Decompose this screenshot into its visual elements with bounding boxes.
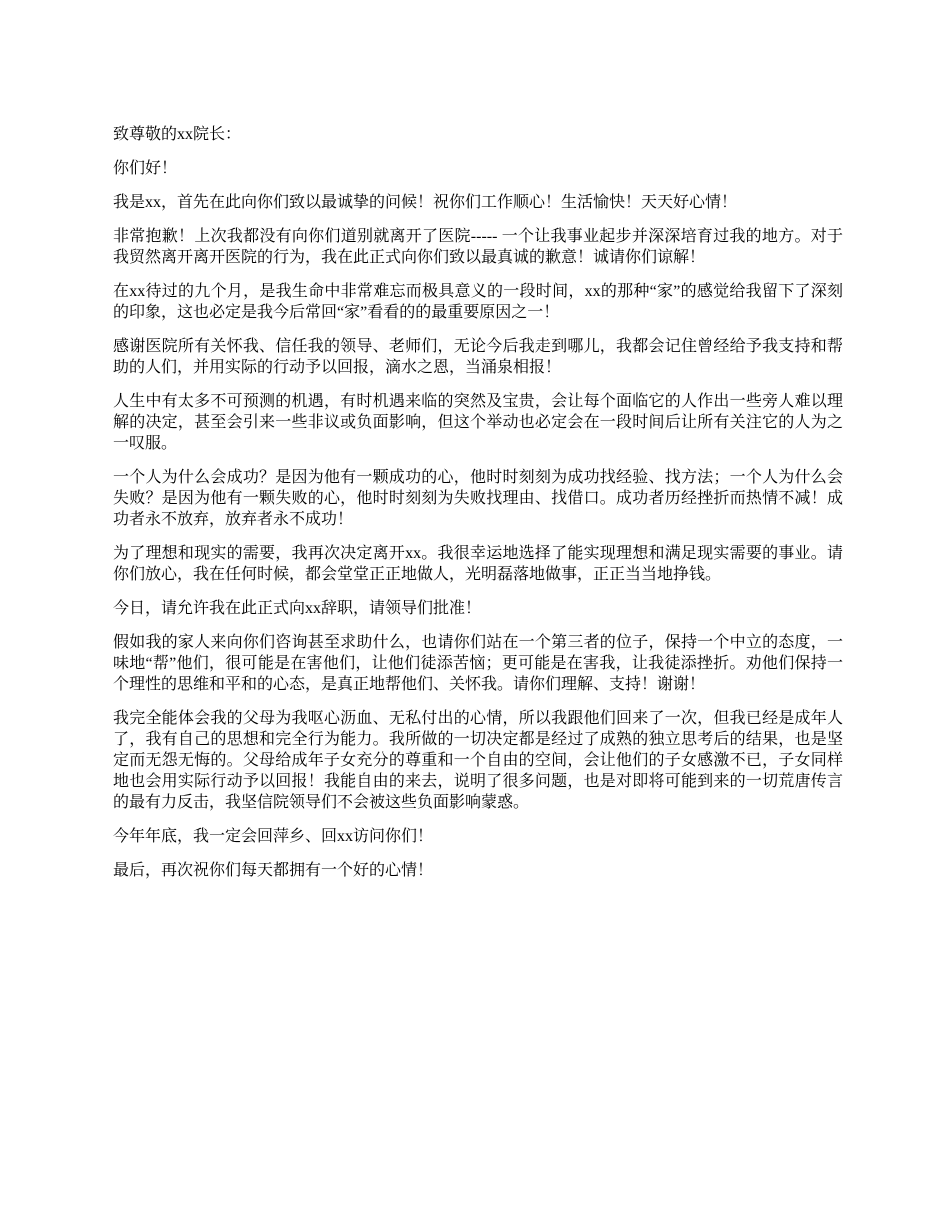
letter-paragraph-greeting: 你们好！ [113,160,178,177]
letter-paragraph-introduction: 我是xx，首先在此向你们致以最诚挚的问候！祝你们工作顺心！生活愉快！天天好心情！ [113,194,738,211]
letter-paragraph-opportunity: 人生中有太多不可预测的机遇，有时机遇来临的突然及宝贵，会让每个面临它的人作出一些旁人难以理解的决定，甚至会引来一些非议或负面影响，但这个举动也必定会在一段时间后让所有关注它的人为之一叹服。 [113,393,843,452]
letter-paragraph-gratitude: 感谢医院所有关怀我、信任我的领导、老师们，无论今后我走到哪儿，我都会记住曾经给予我支持和帮助的人们，并用实际的行动予以回报，滴水之恩，当涌泉相报！ [113,338,843,376]
letter-paragraph-closing: 最后，再次祝你们每天都拥有一个好的心情！ [113,862,434,879]
resignation-letter [113,124,843,894]
letter-paragraph-decision: 为了理想和现实的需要，我再次决定离开xx。我很幸运地选择了能实现理想和满足现实需要的事业。请你们放心，我在任何时候，都会堂堂正正地做人，光明磊落地做事，正正当当地挣钱。 [113,545,843,583]
letter-paragraph-success: 一个人为什么会成功？是因为他有一颗成功的心，他时时刻刻为成功找经验、找方法；一个人为什么会失败？是因为他有一颗失败的心，他时时刻刻为失败找理由、找借口。成功者历经挫折而热情不减！成功者永不放弃，放弃者永不成功！ [113,469,843,528]
letter-paragraph-family: 假如我的家人来向你们咨询甚至求助什么，也请你们站在一个第三者的位子，保持一个中立的态度，一味地“帮”他们，很可能是在害他们，让他们徒添苦恼；更可能是在害我，让我徒添挫折。劝他们保持一个理性的思维和平和的心态，是真正地帮他们、关怀我。请你们理解、支持！谢谢！ [113,634,843,693]
letter-salutation: 致尊敬的xx院长： [113,126,242,143]
letter-paragraph-parents: 我完全能体会我的父母为我呕心沥血、无私付出的心情，所以我跟他们回来了一次，但我已经是成年人了，我有自己的思想和完全行为能力。我所做的一切决定都是经过了成熟的独立思考后的结果，也是坚定而无怨无悔的。父母给成年子女充分的尊重和一个自由的空间，会让他们的子女感激不已，子女同样地也会用实际行动予以回报！我能自由的来去，说明了很多问题，也是对即将可能到来的一切荒唐传言的最有力反击，我坚信院领导们不会被这些负面影响蒙惑。 [113,710,843,811]
letter-paragraph-resignation: 今日，请允许我在此正式向xx辞职，请领导们批准！ [113,600,482,617]
letter-paragraph-apology: 非常抱歉！上次我都没有向你们道别就离开了医院----- 一个让我事业起步并深深培育过我的地方。对于我贸然离开离开医院的行为，我在此正式向你们致以最真诚的歉意！诚请你们谅解！ [113,228,843,266]
letter-paragraph-visit: 今年年底，我一定会回萍乡、回xx访问你们！ [113,828,434,845]
letter-paragraph-memories: 在xx待过的九个月，是我生命中非常难忘而极具意义的一段时间，xx的那种“家”的感觉给我留下了深刻的印象，这也必定是我今后常回“家”看看的的最重要原因之一！ [113,283,843,321]
